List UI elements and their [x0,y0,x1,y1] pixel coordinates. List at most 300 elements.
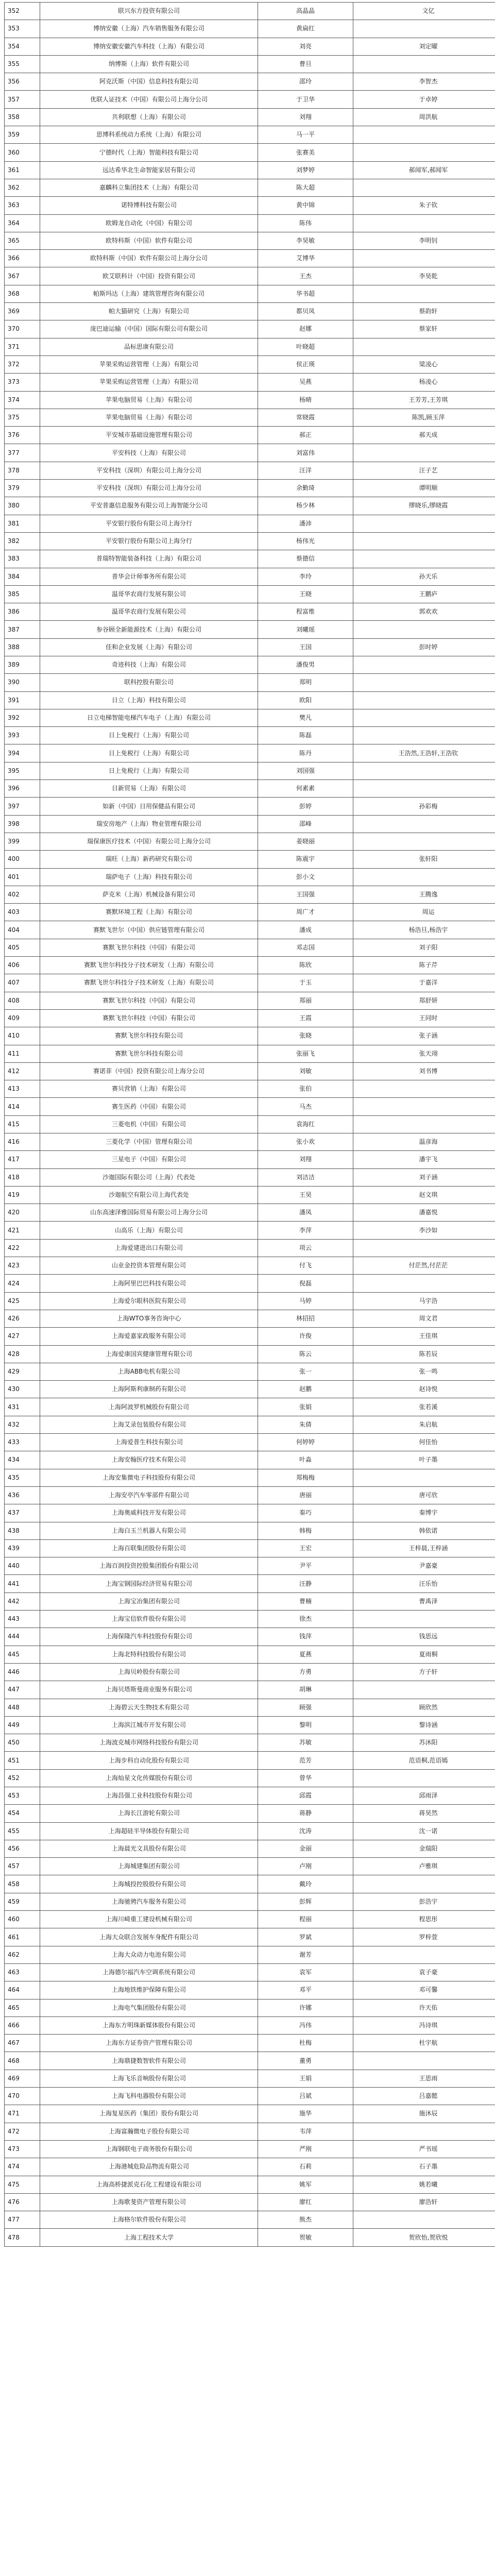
person-cell: 何婷婷 [258,1434,353,1451]
row-number-cell: 441 [5,1575,40,1592]
company-cell: 平安银行股份有限公司上海分行 [40,515,258,532]
company-cell: 欧艾联科计（中国）投资有限公司 [40,267,258,285]
company-cell: 苹果电脑贸易（上海）有限公司 [40,391,258,409]
table-row [5,1875,495,1893]
person-cell: 杨少林 [258,497,353,515]
note-cell: 周洪航 [353,108,495,126]
table-row [5,444,495,462]
table-row [5,798,495,815]
row-number-cell: 439 [5,1539,40,1557]
row-number-cell: 391 [5,691,40,709]
person-cell: 侯正瑛 [258,355,353,373]
note-cell: 李沙如 [353,1222,495,1239]
person-cell: 李玲 [258,568,353,585]
note-cell: 夏雨桐 [353,1646,495,1663]
person-cell: 钱萍 [258,1628,353,1646]
company-cell: 赛默飞世尔科技（中国）有限公司 [40,1009,258,1027]
row-number-cell: 420 [5,1204,40,1222]
row-number-cell: 355 [5,55,40,73]
company-cell: 上海安集微电子科技股份有限公司 [40,1469,258,1486]
company-cell: 日新贸易（上海）有限公司 [40,780,258,798]
person-cell: 徐杰 [258,1611,353,1628]
note-cell [353,126,495,144]
note-cell: 马宇浩 [353,1292,495,1310]
table-row [5,1769,495,1787]
table-row [5,1946,495,1963]
person-cell: 何素素 [258,780,353,798]
company-cell: 上海格尔软件股份有限公司 [40,2211,258,2229]
table-row [5,638,495,656]
row-number-cell: 455 [5,1822,40,1840]
company-cell: 上海爱尔眼科医院有限公司 [40,1292,258,1310]
row-number-cell: 374 [5,391,40,409]
table-row [5,2016,495,2034]
row-number-cell: 366 [5,250,40,267]
row-number-cell: 472 [5,2123,40,2140]
table-row [5,656,495,673]
note-cell: 蔡韵轩 [353,303,495,320]
note-cell [353,1080,495,1098]
row-number-cell: 358 [5,108,40,126]
company-cell: 上海东方明珠新媒体股份有限公司 [40,2016,258,2034]
row-number-cell: 397 [5,798,40,815]
table-row [5,2229,495,2246]
table-row [5,1504,495,1522]
note-cell [353,833,495,850]
table-row [5,1151,495,1168]
note-cell [353,1611,495,1628]
company-cell: 庞巴迪运输（中国）国际有限公司有限公司 [40,320,258,338]
person-cell: 彭婷 [258,798,353,815]
note-cell [353,868,495,886]
row-number-cell: 365 [5,232,40,249]
row-number-cell: 462 [5,1946,40,1963]
note-cell [353,550,495,568]
person-cell: 朱倩 [258,1416,353,1433]
table-row [5,179,495,196]
note-cell: 孙彩梅 [353,798,495,815]
table-row [5,2140,495,2158]
row-number-cell: 382 [5,532,40,550]
row-number-cell: 375 [5,409,40,426]
row-number-cell: 359 [5,126,40,144]
company-cell: 上海飞乐音响股份有限公司 [40,2070,258,2087]
roster-table [4,2,495,2247]
table-row [5,2105,495,2123]
table-row [5,2070,495,2087]
row-number-cell: 470 [5,2088,40,2105]
note-cell: 张若溪 [353,1398,495,1416]
note-cell [353,780,495,798]
person-cell: 艾博华 [258,250,353,267]
note-cell [353,621,495,638]
table-row [5,744,495,762]
table-row [5,621,495,638]
table-row [5,1381,495,1398]
note-cell: 于嘉洋 [353,974,495,992]
person-cell: 华书超 [258,285,353,302]
company-cell: 萨克米（上海）机械设备有限公司 [40,886,258,903]
table-row [5,851,495,868]
company-cell: 赛默环境工程（上海）有限公司 [40,904,258,921]
row-number-cell: 405 [5,939,40,956]
note-cell: 石子墨 [353,2158,495,2176]
note-cell: 王梓晨,王梓涵 [353,1539,495,1557]
table-row [5,568,495,585]
person-cell: 唐丽 [258,1486,353,1504]
table-row [5,1186,495,1204]
row-number-cell: 379 [5,480,40,497]
note-cell: 赵诗悦 [353,1381,495,1398]
person-cell: 刘亮 [258,38,353,55]
person-cell: 范芳 [258,1752,353,1769]
person-cell: 黄中锦 [258,197,353,214]
row-number-cell: 353 [5,20,40,38]
row-number-cell: 409 [5,1009,40,1027]
person-cell: 张伯 [258,1080,353,1098]
person-cell: 都贝凤 [258,303,353,320]
note-cell [353,1098,495,1115]
note-cell: 李明钊 [353,232,495,249]
note-cell: 王鹏庐 [353,585,495,603]
table-row [5,303,495,320]
note-cell: 彭浩宇 [353,1893,495,1910]
person-cell: 谢芳 [258,1946,353,1963]
company-cell: 普华会计师事务所有限公司 [40,568,258,585]
company-cell: 赛默飞世尔科技有限公司 [40,1045,258,1062]
person-cell: 郑明 [258,674,353,691]
table-row [5,2052,495,2070]
table-row [5,1628,495,1646]
row-number-cell: 378 [5,462,40,479]
table-row [5,1398,495,1416]
table-row [5,1999,495,2016]
table-row [5,250,495,267]
company-cell: 纳博斯（上海）软件有限公司 [40,55,258,73]
row-number-cell: 453 [5,1787,40,1804]
table-row [5,992,495,1009]
note-cell: 张一鸣 [353,1363,495,1380]
table-row [5,904,495,921]
person-cell: 张小欢 [258,1133,353,1151]
row-number-cell: 450 [5,1734,40,1752]
person-cell: 杜梅 [258,2035,353,2052]
person-cell: 熊杰 [258,2211,353,2229]
row-number-cell: 461 [5,1928,40,1946]
table-row [5,1911,495,1928]
table-row [5,338,495,355]
company-cell: 苹果采购运营管理（上海）有限公司 [40,374,258,391]
person-cell: 袁军 [258,1963,353,1981]
table-row [5,355,495,373]
row-number-cell: 372 [5,355,40,373]
person-cell: 张晓 [258,1027,353,1045]
table-row [5,73,495,91]
note-cell: 周运 [353,904,495,921]
table-row [5,1080,495,1098]
note-cell: 汪乐怡 [353,1575,495,1592]
table-row [5,833,495,850]
note-cell [353,1946,495,1963]
company-cell: 上海川崎重工建设机械有限公司 [40,1911,258,1928]
row-number-cell: 456 [5,1840,40,1857]
note-cell: 文亿 [353,3,495,20]
company-cell: 平安普惠信息服务有限公司上海智能分公司 [40,497,258,515]
note-cell: 于卓婷 [353,91,495,108]
person-cell: 赵鹏 [258,1381,353,1398]
row-number-cell: 399 [5,833,40,850]
person-cell: 陈云 [258,1345,353,1363]
row-number-cell: 436 [5,1486,40,1504]
company-cell: 瑞萨电子（上海）科技有限公司 [40,868,258,886]
company-cell: 上海阿波罗机械股份有限公司 [40,1398,258,1416]
row-number-cell: 474 [5,2158,40,2176]
company-cell: 上海贝岭股份有限公司 [40,1663,258,1681]
company-cell: 上海爱康国宾健康管理有限公司 [40,1345,258,1363]
row-number-cell: 432 [5,1416,40,1433]
note-cell: 李智杰 [353,73,495,91]
person-cell: 程丽 [258,1911,353,1928]
table-row [5,1752,495,1769]
row-number-cell: 425 [5,1292,40,1310]
company-cell: 上海百润投资控股集团股份有限公司 [40,1557,258,1575]
table-row [5,974,495,992]
note-cell [353,1469,495,1486]
table-row [5,1963,495,1981]
note-cell: 程思彤 [353,1911,495,1928]
row-number-cell: 464 [5,1981,40,1999]
note-cell: 孙天乐 [353,568,495,585]
person-cell: 韩梅 [258,1522,353,1539]
row-number-cell: 438 [5,1522,40,1539]
table-row [5,1098,495,1115]
table-row [5,1115,495,1133]
row-number-cell: 478 [5,2229,40,2246]
note-cell: 张轩阳 [353,851,495,868]
note-cell [353,144,495,161]
table-row [5,1575,495,1592]
company-cell: 沙迦国际有限公司（上海）代表处 [40,1168,258,1186]
table-row [5,144,495,161]
row-number-cell: 398 [5,815,40,833]
table-row [5,1981,495,1999]
company-cell: 上海艾录包装股份有限公司 [40,1416,258,1433]
person-cell: 郑梅梅 [258,1469,353,1486]
row-number-cell: 442 [5,1592,40,1610]
table-row [5,2211,495,2229]
company-cell: 苹果采购运营管理（上海）有限公司 [40,355,258,373]
note-cell [353,532,495,550]
note-cell: 施沐辰 [353,2105,495,2123]
note-cell: 罗梓萱 [353,1928,495,1946]
person-cell: 潘成 [258,921,353,939]
person-cell: 付飞 [258,1257,353,1275]
note-cell: 郭欢欢 [353,603,495,621]
person-cell: 邵峰 [258,815,353,833]
company-cell: 上海奥威科技开发有限公司 [40,1504,258,1522]
row-number-cell: 352 [5,3,40,20]
row-number-cell: 426 [5,1310,40,1327]
note-cell: 严书瑶 [353,2140,495,2158]
company-cell: 赛生医药（中国）有限公司 [40,1098,258,1115]
company-cell: 上海大众联合发展车身配件有限公司 [40,1928,258,1946]
person-cell: 许俊 [258,1328,353,1345]
note-cell: 吕嘉懿 [353,2088,495,2105]
person-cell: 邓平 [258,1981,353,1999]
company-cell: 上海晨光文具股份有限公司 [40,1840,258,1857]
note-cell [353,1769,495,1787]
row-number-cell: 403 [5,904,40,921]
company-cell: 日立（上海）科技有限公司 [40,691,258,709]
person-cell: 冯伟 [258,2016,353,2034]
person-cell: 吴燕 [258,374,353,391]
company-cell: 优联人证技术（中国）有限公司上海分公司 [40,91,258,108]
company-cell: 上海北特科技股份有限公司 [40,1646,258,1663]
person-cell: 汪静 [258,1575,353,1592]
company-cell: 山东高速泽雅国际贸易有限公司上海分公司 [40,1204,258,1222]
table-row [5,1239,495,1257]
row-number-cell: 363 [5,197,40,214]
person-cell: 项云 [258,1239,353,1257]
company-cell: 参谷顾全新能源技术（上海）有限公司 [40,621,258,638]
person-cell: 胡琳 [258,1681,353,1699]
company-cell: 三星电子（中国）有限公司 [40,1151,258,1168]
person-cell: 叶淼 [258,1451,353,1469]
person-cell: 陈大超 [258,179,353,196]
table-row [5,762,495,779]
person-cell: 廖红 [258,2193,353,2211]
person-cell: 董勇 [258,2052,353,2070]
note-cell: 杨凌心 [353,374,495,391]
company-cell: 赛贝营销（上海）有限公司 [40,1080,258,1098]
company-cell: 宁德时代（上海）智能科技有限公司 [40,144,258,161]
person-cell: 樊凡 [258,709,353,726]
note-cell: 卢雅琪 [353,1858,495,1875]
note-cell [353,20,495,38]
person-cell: 戴玲 [258,1875,353,1893]
table-row [5,1787,495,1804]
table-row [5,1611,495,1628]
table-row [5,1222,495,1239]
person-cell: 卢刚 [258,1858,353,1875]
table-row [5,38,495,55]
note-cell: 刘定曜 [353,38,495,55]
table-row [5,2158,495,2176]
row-number-cell: 440 [5,1557,40,1575]
table-row [5,480,495,497]
note-cell: 潘嘉悦 [353,1204,495,1222]
note-cell: 温彦海 [353,1133,495,1151]
company-cell: 联科控股有限公司 [40,674,258,691]
person-cell: 韦萍 [258,2123,353,2140]
table-row [5,2176,495,2193]
row-number-cell: 389 [5,656,40,673]
table-row [5,957,495,974]
row-number-cell: 460 [5,1911,40,1928]
note-cell [353,515,495,532]
company-cell: 上海复星医药（集团）股份有限公司 [40,2105,258,2123]
row-number-cell: 419 [5,1186,40,1204]
note-cell: 钱思远 [353,1628,495,1646]
company-cell: 阿克沃斯（中国）信息科技有限公司 [40,73,258,91]
person-cell: 郝正 [258,427,353,444]
company-cell: 三菱化学（中国）管理有限公司 [40,1133,258,1151]
person-cell: 曹旦 [258,55,353,73]
table-row [5,1557,495,1575]
table-row [5,214,495,232]
company-cell: 上海富瀚微电子股份有限公司 [40,2123,258,2140]
row-number-cell: 435 [5,1469,40,1486]
person-cell: 刘曦瑶 [258,621,353,638]
note-cell: 蒋昊然 [353,1805,495,1822]
row-number-cell: 411 [5,1045,40,1062]
person-cell: 程富维 [258,603,353,621]
company-cell: 上海滨江城市开发有限公司 [40,1716,258,1734]
person-cell: 沈涛 [258,1822,353,1840]
note-cell [353,1115,495,1133]
company-cell: 远达希华北生命智能家居有限公司 [40,161,258,179]
note-cell [353,674,495,691]
company-cell: 日立电梯智能电梯汽车电子（上海）有限公司 [40,709,258,726]
table-row [5,585,495,603]
table-row [5,1928,495,1946]
person-cell: 王杰 [258,267,353,285]
note-cell: 王佳琪 [353,1328,495,1345]
company-cell: 上海东方证券资产管理有限公司 [40,2035,258,2052]
company-cell: 嘉麟科立集团技术（上海）有限公司 [40,179,258,196]
person-cell: 邓志国 [258,939,353,956]
company-cell: 上海波克城市网络科技股份有限公司 [40,1734,258,1752]
company-cell: 上海碧云天生物技术有限公司 [40,1699,258,1716]
note-cell [353,656,495,673]
row-number-cell: 457 [5,1858,40,1875]
company-cell: 日上免税行（上海）有限公司 [40,727,258,744]
note-cell: 方子轩 [353,1663,495,1681]
table-row [5,1592,495,1610]
person-cell: 陈伟 [258,214,353,232]
table-row [5,497,495,515]
table-row [5,1328,495,1345]
person-cell: 夏燕 [258,1646,353,1663]
company-cell: 三菱电机（中国）有限公司 [40,1115,258,1133]
person-cell: 潘俊男 [258,656,353,673]
person-cell: 李萍 [258,1222,353,1239]
row-number-cell: 467 [5,2035,40,2052]
note-cell: 朱启航 [353,1416,495,1433]
row-number-cell: 466 [5,2016,40,2034]
row-number-cell: 475 [5,2176,40,2193]
table-row [5,1204,495,1222]
note-cell: 张天翊 [353,1045,495,1062]
table-row [5,868,495,886]
company-cell: 赛默飞世尔科技（中国）有限公司 [40,992,258,1009]
company-cell: 苹果电脑贸易（上海）有限公司 [40,409,258,426]
note-cell: 谭明顺 [353,480,495,497]
table-row [5,1363,495,1380]
row-number-cell: 410 [5,1027,40,1045]
table-row [5,2035,495,2052]
person-cell: 刘国强 [258,762,353,779]
table-row [5,126,495,144]
row-number-cell: 404 [5,921,40,939]
company-cell: 上海港城危险品物流有限公司 [40,2158,258,2176]
company-cell: 上海阿里巴巴科技有限公司 [40,1275,258,1292]
note-cell: 王同时 [353,1009,495,1027]
person-cell: 王国 [258,638,353,656]
row-number-cell: 395 [5,762,40,779]
row-number-cell: 459 [5,1893,40,1910]
row-number-cell: 417 [5,1151,40,1168]
